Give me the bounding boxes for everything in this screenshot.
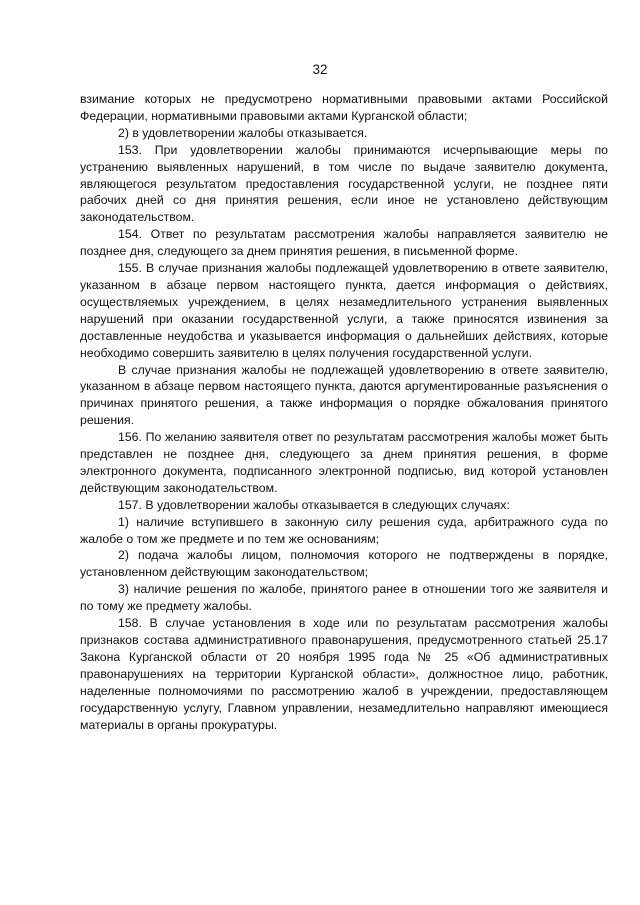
paragraph-153: 153. При удовлетворении жалобы принимаются исчерпывающие меры по устранению выявленных нарушений, в том числе по выдаче заявителю документа, являющегося результатом предоставления государственной услуги, не позднее пяти рабочих дней со дня принятия решения, если иное не установлено действующим законодательством. [80, 142, 608, 225]
paragraph-156: 156. По желанию заявителя ответ по результатам рассмотрения жалобы может быть представлен не позднее дня, следующего за днем принятия решения, в форме электронного документа, подписанного электронной подписью, вид которой установлен действующим законодательством. [80, 430, 608, 495]
paragraph-155-refusal-case: В случае признания жалобы не подлежащей удовлетворению в ответе заявителю, указанном в абзаце первом настоящего пункта, даются аргументированные разъяснения о причинах принятого решения, а также информация о порядке обжалования принятого решения. [80, 362, 608, 428]
paragraph-item-2-refusal: 2) в удовлетворении жалобы отказывается. [118, 125, 368, 140]
paragraph-157-item-1: 1) наличие вступившего в законную силу решения суда, арбитражного суда по жалобе о том же предмете и по тем же основаниям; [80, 514, 608, 546]
paragraph-155: 155. В случае признания жалобы подлежащей удовлетворению в ответе заявителю, указанном в абзаце первом настоящего пункта, дается информация о действиях, осуществляемых учреждением, в целях незамедлительного устранения выявленных нарушений при оказании государственной услуги, а также приносятся извинения за доставленные неудобства и указывается информация о дальнейших действиях, которые необходимо совершить заявителю в целях получения государственной услуги. [80, 261, 608, 360]
paragraph-154: 154. Ответ по результатам рассмотрения жалобы направляется заявителю не позднее дня, следующего за днем принятия решения, в письменной форме. [80, 227, 608, 259]
paragraph-158: 158. В случае установления в ходе или по результатам рассмотрения жалобы признаков состава административного правонарушения, предусмотренного статьей 25.17 Закона Курганской области от 20 ноября 1995 года № 25 «Об административных правонарушениях на территории Курганской области», должностное лицо, работник, наделенные полномочиями по рассмотрению жалоб в учреждении, предоставляющем государственную услугу, Главном управлении, незамедлительно направляют имеющиеся материалы в органы прокуратуры. [80, 616, 608, 732]
page-number: 32 [312, 62, 328, 77]
document-body [80, 91, 608, 733]
paragraph-continuation: взимание которых не предусмотрено нормативными правовыми актами Российской Федерации, нормативными правовыми актами Курганской области; [80, 92, 608, 123]
paragraph-157-item-3: 3) наличие решения по жалобе, принятого ранее в отношении того же заявителя и по тому же предмету жалобы. [80, 582, 608, 614]
paragraph-157: 157. В удовлетворении жалобы отказывается в следующих случаях: [118, 497, 510, 512]
paragraph-157-item-2: 2) подача жалобы лицом, полномочия которого не подтверждены в порядке, установленном действующим законодательством; [80, 548, 608, 580]
